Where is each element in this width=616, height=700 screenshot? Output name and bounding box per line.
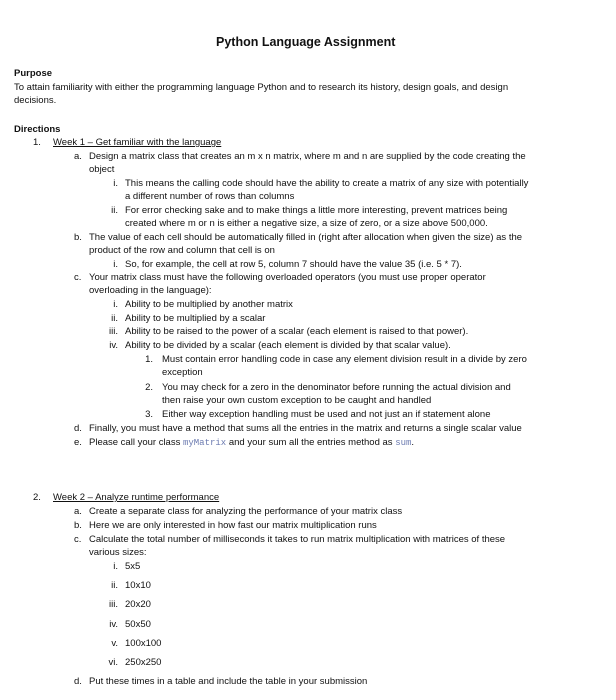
week1-c-iv-1-line2: exception bbox=[162, 367, 203, 378]
week1-c-line1: Your matrix class must have the following overloaded operators (you must use proper operator bbox=[89, 272, 486, 283]
size-label-2: ii. bbox=[111, 580, 118, 591]
week1-d-text: Finally, you must have a method that sums all the entries in the matrix and returns a single scalar value bbox=[89, 423, 522, 434]
week2-number: 2. bbox=[33, 492, 41, 503]
week1-c-iv-2-line1: You may check for a zero in the denominator before running the actual division and bbox=[162, 382, 511, 393]
week1-b-label: b. bbox=[74, 232, 82, 243]
week2-c-line2: various sizes: bbox=[89, 547, 147, 558]
size-item-5: 100x100 bbox=[125, 638, 162, 649]
purpose-text-line2: decisions. bbox=[14, 95, 57, 106]
week1-e-mid: and your sum all the entries method as bbox=[226, 437, 396, 448]
week1-title: Week 1 – Get familiar with the language bbox=[53, 137, 222, 148]
size-item-1: 5x5 bbox=[125, 561, 141, 572]
week1-a-line2: object bbox=[89, 164, 115, 175]
purpose-heading: Purpose bbox=[14, 68, 53, 79]
week1-c-ii-text: Ability to be multiplied by a scalar bbox=[125, 313, 266, 324]
size-item-2: 10x10 bbox=[125, 580, 151, 591]
week1-number: 1. bbox=[33, 137, 41, 148]
week1-e-pre: Please call your class bbox=[89, 437, 183, 448]
size-item-6: 250x250 bbox=[125, 657, 162, 668]
size-label-3: iii. bbox=[109, 599, 118, 610]
week2-b-text: Here we are only interested in how fast our matrix multiplication runs bbox=[89, 520, 377, 531]
week1-a-i-line2: a different number of rows than columns bbox=[125, 191, 295, 202]
week1-c-iv-1-label: 1. bbox=[145, 354, 153, 365]
week1-e-text bbox=[89, 437, 414, 450]
week1-a-label: a. bbox=[74, 151, 82, 162]
week2-c-label: c. bbox=[74, 534, 82, 545]
size-item-3: 20x20 bbox=[125, 599, 151, 610]
size-item-4: 50x50 bbox=[125, 619, 151, 630]
page-title: Python Language Assignment bbox=[216, 35, 396, 49]
week1-a-line1: Design a matrix class that creates an m x n matrix, where m and n are supplied by the code creating the bbox=[89, 151, 526, 162]
week2-d-label: d. bbox=[74, 676, 82, 687]
week1-a-ii-line2: created where m or n is either a negative size, a size of zero, or a size above 500,000. bbox=[125, 218, 488, 229]
size-label-6: vi. bbox=[108, 657, 118, 668]
week1-b-i-line1: So, for example, the cell at row 5, column 7 should have the value 35 (i.e. 5 * 7). bbox=[125, 259, 462, 270]
size-label-5: v. bbox=[111, 638, 118, 649]
week1-c-iv-text: Ability to be divided by a scalar (each element is divided by that scalar value). bbox=[125, 340, 451, 351]
week1-c-iv-3-label: 3. bbox=[145, 409, 153, 420]
week1-e-label: e. bbox=[74, 437, 82, 448]
week1-c-iii-label: iii. bbox=[109, 326, 118, 337]
week1-b-line2: product of the row and column that cell is on bbox=[89, 245, 275, 256]
week1-c-iii-text: Ability to be raised to the power of a scalar (each element is raised to that power). bbox=[125, 326, 469, 337]
directions-heading: Directions bbox=[14, 124, 61, 135]
size-label-4: iv. bbox=[109, 619, 118, 630]
week1-a-i-line1: This means the calling code should have the ability to create a matrix of any size with potentially bbox=[125, 178, 529, 189]
week1-c-i-label: i. bbox=[113, 299, 118, 310]
week1-a-ii-line1: For error checking sake and to make things a little more interesting, prevent matrices being bbox=[125, 205, 508, 216]
week2-b-label: b. bbox=[74, 520, 82, 531]
purpose-text-line1: To attain familiarity with either the programming language Python and to research its history, design goals, and design bbox=[14, 82, 509, 93]
week1-c-iv-label: iv. bbox=[109, 340, 118, 351]
week1-c-iv-1-line1: Must contain error handling code in case any element division result in a divide by zero bbox=[162, 354, 527, 365]
code-class-name: myMatrix bbox=[182, 438, 227, 448]
week1-b-i-label: i. bbox=[113, 259, 118, 270]
week1-c-iv-3-text: Either way exception handling must be used and not just an if statement alone bbox=[162, 409, 491, 420]
week1-a-ii-label: ii. bbox=[111, 205, 118, 216]
week2-title: Week 2 – Analyze runtime performance bbox=[53, 492, 220, 503]
week2-d-text: Put these times in a table and include the table in your submission bbox=[89, 676, 368, 687]
week1-c-label: c. bbox=[74, 272, 82, 283]
week2-c-line1: Calculate the total number of milliseconds it takes to run matrix multiplication with matrices of these bbox=[89, 534, 506, 545]
week2-a-text: Create a separate class for analyzing the performance of your matrix class bbox=[89, 506, 403, 517]
week1-c-i-text: Ability to be multiplied by another matrix bbox=[125, 299, 293, 310]
week1-c-line2: overloading in the language): bbox=[89, 285, 212, 296]
week1-b-line1: The value of each cell should be automatically filled in (right after allocation when given the size) as the bbox=[89, 232, 523, 243]
size-label-1: i. bbox=[113, 561, 118, 572]
week2-a-label: a. bbox=[74, 506, 82, 517]
code-method-name: sum bbox=[395, 438, 412, 448]
week1-d-label: d. bbox=[74, 423, 82, 434]
week1-a-i-label: i. bbox=[113, 178, 118, 189]
week1-c-iv-2-line2: then raise your own custom exception to be caught and handled bbox=[162, 395, 432, 406]
week1-c-iv-2-label: 2. bbox=[145, 382, 153, 393]
week1-e-post: . bbox=[411, 437, 415, 448]
week1-c-ii-label: ii. bbox=[111, 313, 118, 324]
